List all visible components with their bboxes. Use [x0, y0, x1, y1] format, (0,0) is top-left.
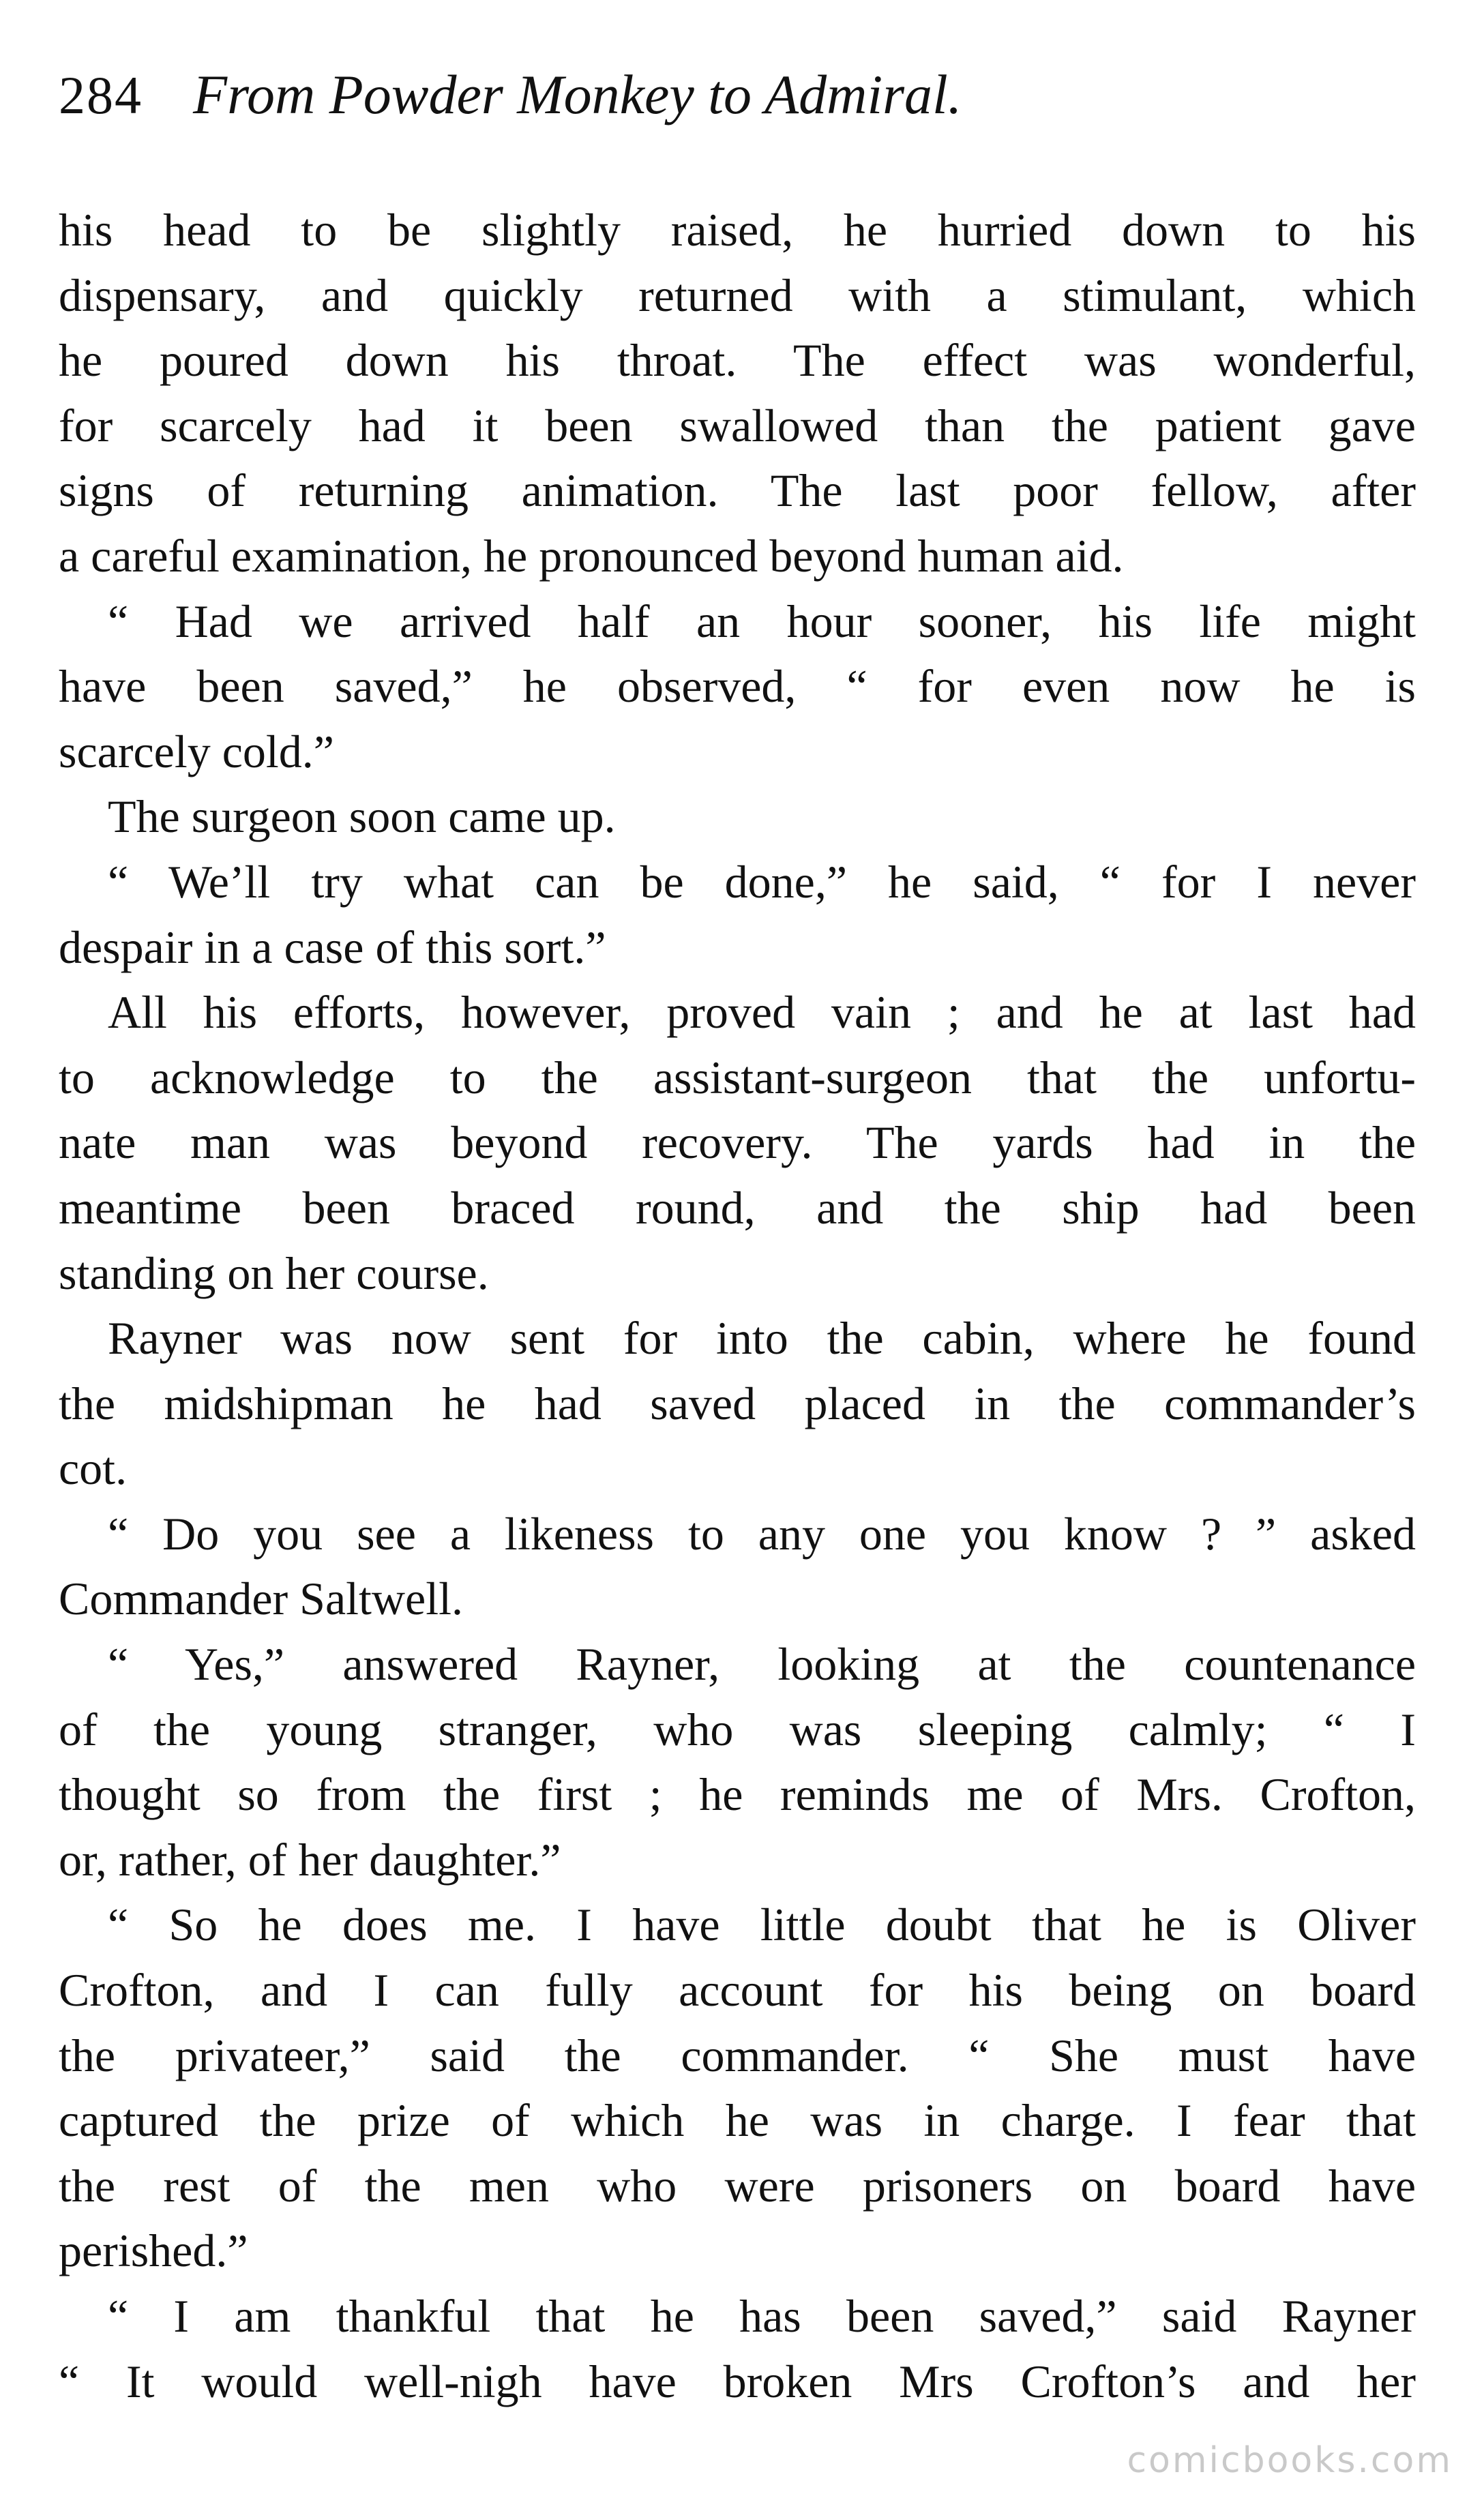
text-line: Crofton, and I can fully account for his being on board	[59, 1964, 1416, 2017]
text-line: “ I am thankful that he has been saved,” said Rayner	[108, 2290, 1416, 2342]
text-line: scarcely cold.”	[59, 725, 334, 777]
text-line: perished.”	[59, 2225, 248, 2277]
text-line: a careful examination, he pronounced beyond human aid.	[59, 529, 1124, 582]
text-line: his head to be slightly raised, he hurried down to his	[59, 204, 1416, 256]
text-line: the privateer,” said the commander. “ She must have	[59, 2029, 1416, 2081]
text-line: dispensary, and quickly returned with a stimulant, which	[59, 269, 1416, 321]
running-title: From Powder Monkey to Admiral.	[193, 63, 962, 125]
text-line: “ So he does me. I have little doubt that he is Oliver	[108, 1899, 1416, 1951]
text-line: The surgeon soon came up.	[108, 790, 616, 843]
page-number: 284	[59, 65, 143, 125]
text-line: Rayner was now sent for into the cabin, where he found	[108, 1312, 1416, 1365]
text-line: of the young stranger, who was sleeping calmly; “ I	[59, 1703, 1416, 1755]
text-line: thought so from the first ; he reminds me of Mrs. Crofton,	[59, 1768, 1416, 1821]
text-line: meantime been braced round, and the ship had been	[59, 1181, 1416, 1234]
text-line: “ We’ll try what can be done,” he said, “ for I never	[108, 855, 1416, 908]
text-line: despair in a case of this sort.”	[59, 921, 606, 973]
text-line: captured the prize of which he was in charge. I fear that	[59, 2094, 1416, 2147]
text-line: “ Yes,” answered Rayner, looking at the countenance	[108, 1638, 1416, 1691]
text-line: have been saved,” he observed, “ for even now he is	[59, 660, 1416, 713]
text-line: cot.	[59, 1442, 128, 1495]
text-line: All his efforts, however, proved vain ; and he at last had	[108, 986, 1416, 1039]
text-line: “ It would well-nigh have broken Mrs Crofton’s and her	[59, 2355, 1416, 2407]
text-line: “ Do you see a likeness to any one you know ? ” asked	[108, 1507, 1416, 1560]
text-line: or, rather, of her daughter.”	[59, 1833, 561, 1886]
body-text	[59, 198, 1416, 2414]
text-line: standing on her course.	[59, 1247, 489, 1299]
text-line: “ Had we arrived half an hour sooner, his life might	[108, 595, 1416, 647]
text-line: to acknowledge to the assistant-surgeon that the unfortu-	[59, 1051, 1416, 1103]
text-line: signs of returning animation. The last poor fellow, after	[59, 464, 1416, 517]
text-line: nate man was beyond recovery. The yards had in the	[59, 1116, 1416, 1169]
text-line: the rest of the men who were prisoners on board have	[59, 2159, 1416, 2212]
running-header	[59, 63, 1416, 158]
text-line: the midshipman he had saved placed in the commander’s	[59, 1377, 1416, 1429]
text-line: Commander Saltwell.	[59, 1573, 464, 1625]
text-line: for scarcely had it been swallowed than the patient gave	[59, 399, 1416, 451]
text-line: he poured down his throat. The effect was wonderful,	[59, 334, 1416, 387]
watermark: comicbooks.com	[1127, 2440, 1453, 2481]
